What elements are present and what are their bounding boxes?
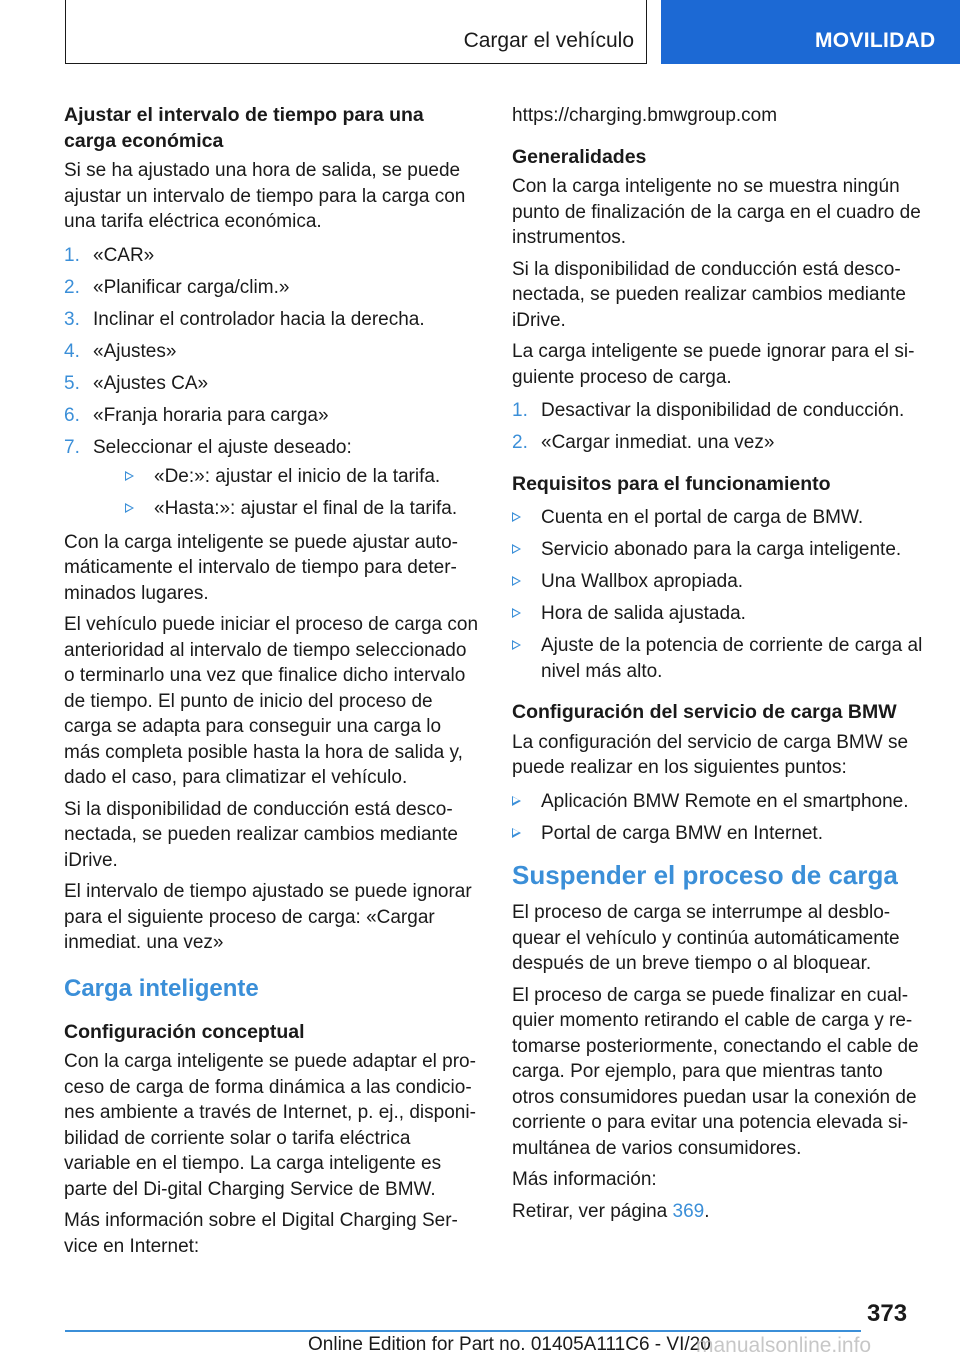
page-reference [512, 1199, 928, 1225]
requirement-text: Una Wallbox apropiada. [541, 571, 744, 592]
triangle-bullet-icon [125, 503, 134, 513]
paragraph-general: Con la carga inteligente no se muestra ningún punto de finalización de la carga en el cuadro de instrumentos. [512, 176, 921, 248]
page-number: 373 [867, 1300, 908, 1327]
list-item [64, 243, 480, 269]
list-item [512, 537, 928, 563]
paragraph-availability: Si la disponibilidad de conducción está desco-nectada, se pueden realizar cambios mediante iDrive. [512, 258, 906, 331]
triangle-bullet-icon [512, 544, 521, 554]
triangle-bullet-icon [512, 608, 521, 618]
list-item [512, 505, 928, 531]
list-item [125, 464, 480, 490]
triangle-bullet-icon [512, 576, 521, 586]
step-text: «Ajustes CA» [93, 372, 209, 394]
heading-configuration: Configuración del servicio de carga BMW [512, 701, 897, 723]
heading-concept: Configuración conceptual [64, 1020, 305, 1043]
requirement-text: Servicio abonado para la carga inteligente. [541, 539, 902, 560]
step-text: Seleccionar el ajuste deseado: [93, 436, 352, 458]
step-number: 6. [64, 404, 80, 426]
configuration-list [512, 789, 928, 847]
paragraph-ignore: El intervalo de tiempo ajustado se puede ignorar para el siguiente proceso de carga: «Cargar inmediat. una vez» [64, 881, 472, 953]
footer-edition: Online Edition for Part no. 01405A111C6 - VI/20 [308, 1334, 711, 1355]
requirement-text: Hora de salida ajustada. [541, 603, 746, 624]
triangle-bullet-icon [512, 640, 521, 650]
heading-smart-charging: Carga inteligente [64, 974, 259, 1002]
steps-list [512, 398, 928, 456]
heading-suspend: Suspender el proceso de carga [512, 860, 898, 890]
requirement-text: Ajuste de la potencia de corriente de carga al nivel más alto. [541, 635, 923, 682]
page-link[interactable]: 369 [672, 1200, 705, 1222]
triangle-bullet-icon [512, 796, 521, 806]
step-number: 1. [512, 400, 528, 421]
heading-requirements: Requisitos para el funcionamiento [512, 472, 831, 495]
step-text: «Franja horaria para carga» [93, 404, 329, 426]
list-item [64, 339, 480, 365]
section-title: Cargar el vehículo [463, 29, 634, 52]
paragraph-more-info: Más información sobre el Digital Charging Ser-vice en Internet: [64, 1210, 458, 1257]
step-number: 2. [64, 276, 80, 298]
step-text: «Ajustes» [93, 340, 177, 362]
paragraph-more-info: Más información: [512, 1169, 657, 1190]
triangle-bullet-icon [512, 512, 521, 522]
step-text: «Cargar inmediat. una vez» [541, 432, 775, 453]
reference-end: . [704, 1200, 710, 1222]
requirement-text: Cuenta en el portal de carga de BMW. [541, 507, 864, 528]
substep-text: «De:»: ajustar el inicio de la tarifa. [154, 466, 441, 487]
configuration-text: Aplicación BMW Remote en el smartphone. [541, 790, 909, 812]
heading-general: Generalidades [512, 145, 647, 168]
list-item [512, 789, 928, 815]
list-item [64, 275, 480, 301]
step-text: «Planificar carga/clim.» [93, 276, 290, 298]
list-item [512, 821, 928, 847]
paragraph-suspend-2: El proceso de carga se puede finalizar en cual-quier momento retirando el cable de carga y re-tomarse posteriormente, conectando el cable de carga. Por ejemplo, para que mientras tanto otros consumidores puedan usar la conexión de corriente o para evitar una potencia elevada si-multánea de varios consumidores. [512, 984, 919, 1159]
watermark: manualsonline.info [696, 1334, 872, 1357]
steps-list [64, 243, 480, 522]
paragraph-start: El vehículo puede iniciar el proceso de carga con anterioridad al intervalo de tiempo seleccionado o terminarlo una vez que finalice dicho intervalo de tiempo. El punto de inicio del proceso de carga se adapta para conseguir una carga lo más completa posible hasta la hora de salida y, dado el caso, para climatizar el vehículo. [64, 614, 479, 788]
step-text: Desactivar la disponibilidad de conducción. [541, 400, 905, 421]
requirements-list [512, 505, 928, 684]
paragraph-suspend-1: El proceso de carga se interrumpe al desblo-quear el vehículo y continúa automáticamente después de un breve tiempo o al bloquear. [512, 902, 900, 974]
step-number: 7. [64, 436, 80, 458]
left-column [64, 103, 480, 1265]
step-number: 2. [512, 432, 528, 453]
step-number: 3. [64, 308, 80, 330]
substep-text: «Hasta:»: ajustar el final de la tarifa. [154, 498, 458, 519]
list-item [512, 633, 928, 684]
configuration-text: Portal de carga BMW en Internet. [541, 822, 823, 844]
paragraph-availability: Si la disponibilidad de conducción está desco-nectada, se pueden realizar cambios mediante iDrive. [64, 798, 458, 871]
paragraph-ignore: La carga inteligente se puede ignorar para el si-guiente proceso de carga. [512, 341, 915, 388]
paragraph-configuration: La configuración del servicio de carga BMW se puede realizar en los siguientes puntos: [512, 731, 909, 778]
paragraph-auto: Con la carga inteligente se puede ajustar auto-máticamente el intervalo de tiempo para deter-minados lugares. [64, 531, 458, 604]
list-item [512, 430, 928, 456]
reference-text: Retirar, ver página [512, 1200, 673, 1222]
substeps-list [125, 464, 480, 522]
triangle-bullet-icon [512, 828, 521, 838]
footer-divider [65, 1330, 861, 1332]
list-item [512, 569, 928, 595]
chapter-tab[interactable]: MOVILIDAD [661, 0, 960, 64]
list-item [64, 403, 480, 429]
right-column [512, 103, 928, 1230]
paragraph-concept: Con la carga inteligente se puede adaptar el pro-ceso de carga de forma dinámica a las condicio-nes ambiente a través de Internet, p. ej., disponi-bilidad de corriente solar o tarifa eléctrica variable en el tiempo. La carga inteligente es parte del Di-gital Charging Service de BMW. [64, 1051, 476, 1200]
heading-interval: Ajustar el intervalo de tiempo para una carga económica [64, 104, 424, 152]
list-item [512, 398, 928, 424]
list-item [125, 496, 480, 522]
list-item [64, 371, 480, 397]
step-text: Inclinar el controlador hacia la derecha. [93, 308, 425, 330]
list-item [64, 307, 480, 333]
triangle-bullet-icon [125, 471, 134, 481]
step-number: 4. [64, 340, 80, 362]
list-item [64, 435, 480, 522]
step-text: «CAR» [93, 244, 155, 266]
paragraph-interval: Si se ha ajustado una hora de salida, se puede ajustar un intervalo de tiempo para la carga con una tarifa eléctrica económica. [64, 160, 466, 232]
charging-url: https://charging.bmwgroup.com [512, 105, 778, 126]
step-number: 1. [64, 244, 80, 266]
list-item [512, 601, 928, 627]
step-number: 5. [64, 372, 80, 394]
